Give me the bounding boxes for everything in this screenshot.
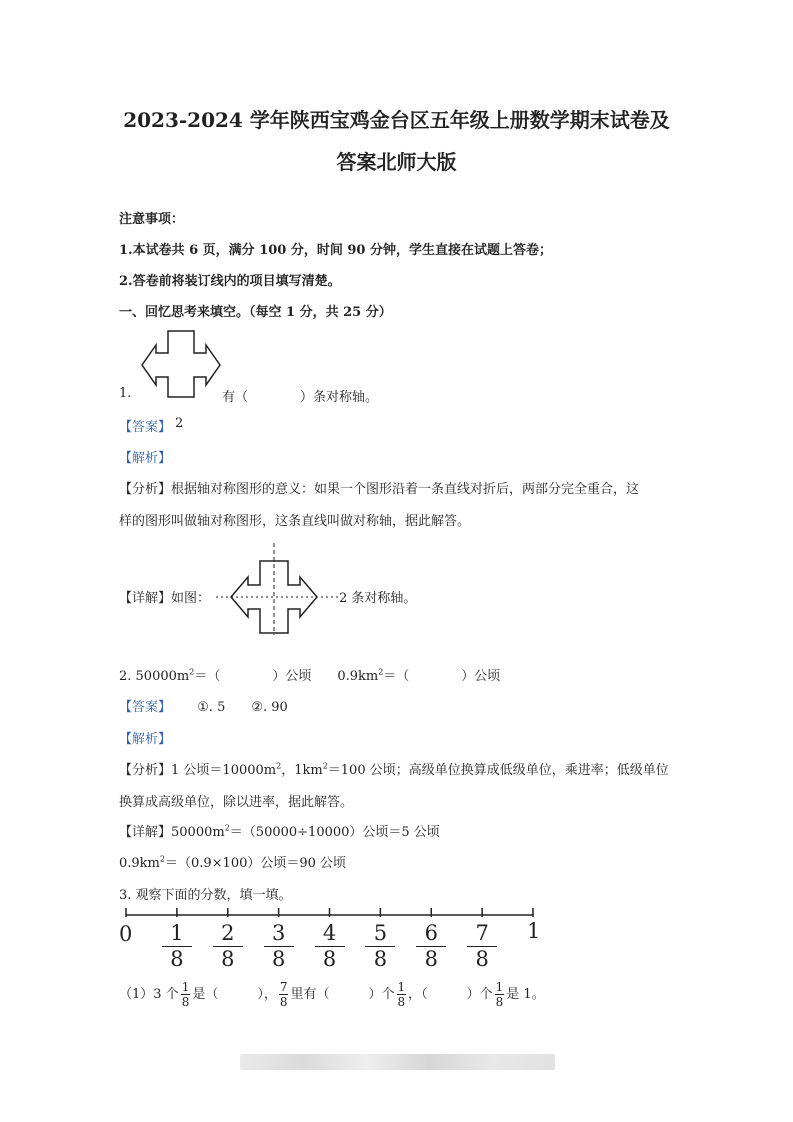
q2-fenxi-sup1: 2 (276, 761, 282, 771)
q3-sub1-p2: 是（ ）， (192, 987, 277, 1002)
footer-watermark (240, 1054, 555, 1070)
fraction-one-eighth-b: $\frac{1}{8}$ (397, 980, 406, 1009)
cross-symmetry-figure (214, 541, 344, 636)
number-line-fraction: 2 8 (213, 923, 243, 970)
q1-number: 1. (119, 386, 132, 401)
section-heading: 一、回忆思考来填空。（每空 1 分，共 25 分） (119, 305, 392, 320)
number-line-fraction: 1 8 (162, 923, 192, 970)
q2-detail1-a: 50000m (171, 825, 225, 840)
q2-answer-line (119, 696, 288, 715)
q2-sup1: 2 (189, 667, 195, 677)
q3-question: 3. 观察下面的分数，填一填。 (119, 888, 292, 903)
q3-sub1-p3: 里有（ ）个 (290, 987, 395, 1002)
q2-fenxi-line2: 换算成高级单位，除以进率，据此解答。 (119, 795, 354, 810)
q2-part2: ＝（ ）公顷 0.9km (194, 669, 379, 684)
q2-detail2-a: 0.9km (119, 856, 160, 871)
q3-sub1-p5: 是 1。 (506, 987, 545, 1002)
q1-fenxi-line2: 样的图形叫做轴对称图形，这条直线叫做对称轴，据此解答。 (119, 514, 471, 529)
q2-detail-line1 (119, 821, 440, 840)
page-title-line2: 答案北师大版 (336, 150, 457, 174)
q2-answer: ①. 5 ②. 90 (197, 700, 288, 715)
cross-arrow-figure (140, 329, 224, 401)
q2-fenxi-tag: 【分析】 (119, 763, 172, 778)
q2-question (119, 665, 500, 684)
q1-answer-tag: 【答案】 (119, 420, 172, 435)
page-title-line1: 2023-2024 学年陕西宝鸡金台区五年级上册数学期末试卷及 (123, 108, 670, 132)
q1-detail-suffix: 2 条对称轴。 (339, 591, 417, 606)
number-line-fraction: 4 8 (315, 923, 345, 970)
number-line-fraction: 3 8 (264, 923, 294, 970)
q1-fenxi-text1: 根据轴对称图形的意义：如果一个图形沿着一条直线对折后，两部分完全重合，这 (171, 482, 640, 497)
q2-detail1-sup: 2 (224, 823, 230, 833)
q1-detail-prefix: 如图： (171, 591, 211, 606)
q2-fenxi-c: ＝100 公顷；高级单位换算成低级单位，乘进率；低级单位 (327, 763, 669, 778)
q3-sub1-p1: （1）3 个 (119, 987, 179, 1002)
q2-detail2-sup: 2 (159, 854, 165, 864)
q2-analysis-tag: 【解析】 (119, 732, 172, 747)
fraction-seven-eighths: $\frac{7}{8}$ (279, 980, 288, 1009)
number-line-end: 1 (527, 919, 541, 943)
q1-fenxi-tag: 【分析】 (119, 482, 172, 497)
notice-heading: 注意事项： (119, 212, 185, 227)
q3-sub1 (119, 975, 545, 1015)
q2-part3: ＝（ ）公顷 (383, 669, 501, 684)
number-line-start: 0 (119, 922, 133, 946)
number-line-fraction: 6 8 (416, 923, 446, 970)
fraction-one-eighth-c: $\frac{1}{8}$ (495, 980, 504, 1009)
q2-fenxi-b: ，1km (281, 763, 323, 778)
q2-sup2: 2 (378, 667, 384, 677)
q1-detail-line (119, 587, 210, 606)
q1-answer: 2 (175, 416, 184, 431)
q2-detail1-b: ＝（50000÷10000）公顷＝5 公顷 (229, 825, 440, 840)
q2-detail-tag: 【详解】 (119, 825, 172, 840)
number-line-fraction: 5 8 (365, 923, 395, 970)
q2-fenxi-line1 (119, 759, 669, 778)
fraction-one-eighth-a: $\frac{1}{8}$ (181, 980, 190, 1009)
q1-fenxi-line1 (119, 478, 639, 497)
q2-fenxi-a: 1 公顷＝10000m (171, 763, 277, 778)
q2-detail2-b: ＝（0.9×100）公顷＝90 公顷 (164, 856, 347, 871)
q2-part1: 2. 50000m (119, 669, 190, 684)
q2-fenxi-sup2: 2 (322, 761, 328, 771)
q2-detail-line2 (119, 852, 346, 871)
notice-item-2: 2.答卷前将装订线内的项目填写清楚。 (119, 274, 341, 289)
q1-analysis-tag: 【解析】 (119, 451, 172, 466)
q3-sub1-p4: ，（ ）个 (408, 987, 493, 1002)
notice-item-1: 1.本试卷共 6 页，满分 100 分，时间 90 分钟，学生直接在试题上答卷； (119, 243, 552, 258)
q2-answer-tag: 【答案】 (119, 700, 172, 715)
q1-question: 有（ ）条对称轴。 (222, 390, 379, 405)
number-line-fraction: 7 8 (467, 923, 497, 970)
q1-detail-tag: 【详解】 (119, 591, 172, 606)
